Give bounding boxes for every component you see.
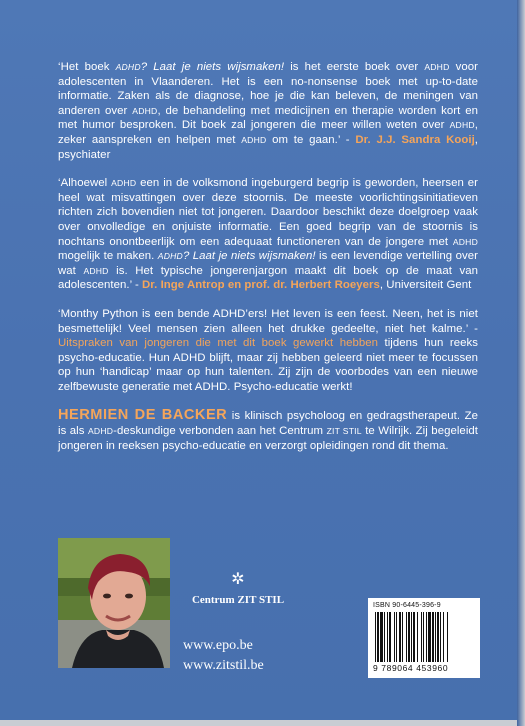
snowflake-icon: ✲ xyxy=(231,569,245,588)
review-author: Dr. Inge Antrop en prof. dr. Herbert Roeyers xyxy=(142,279,380,292)
ean-number: 9 789064 453960 xyxy=(373,663,449,673)
adhd-acronym: ADHD xyxy=(424,62,450,72)
adhd-acronym: ADHD xyxy=(115,62,141,72)
bio-text: te Wilrijk. Zij begeleidt jongeren in reeksen psycho-educatie en verzorgt opleidingen rond dit thema. xyxy=(58,425,478,452)
book-title: ? Laat je niets wijsmaken! xyxy=(182,250,316,263)
review-text: is een levendige vertelling over wat xyxy=(58,250,478,277)
author-bio xyxy=(58,408,478,453)
review-text: is. Het typische jongerenjargon maakt dit boek op de maat van adolescenten.’ - xyxy=(58,264,478,292)
review-text: ‘Monthy Python is een bende ADHD’ers! Het leven is een feest. Neen, het is niet besmettelijk! Veel mensen zien alleen het drukke gedeelte, niet het kalme.’ - xyxy=(58,307,478,335)
website-url: www.epo.be xyxy=(183,638,253,653)
book-title: ? Laat je niets wijsmaken! xyxy=(140,61,285,73)
barcode-label xyxy=(368,598,480,678)
review-text: is het eerste boek over xyxy=(284,61,425,73)
adhd-acronym: ADHD xyxy=(241,134,267,145)
bio-text: is klinisch psycholoog en gedragstherapeut. Ze is als xyxy=(58,410,478,438)
review-kooij xyxy=(58,60,478,162)
review-youth-quotes xyxy=(58,307,478,395)
review-text: , zeker aanspreken en helpen met xyxy=(58,119,478,146)
adhd-acronym: ADHD xyxy=(157,251,183,262)
author-role: , Universiteit Gent xyxy=(379,279,472,292)
author-role: , psychiater xyxy=(58,133,479,161)
adhd-acronym: ADHD xyxy=(449,120,475,131)
review-antrop-roeyers xyxy=(58,176,478,293)
quote-source: Uitspraken van jongeren die met dit boek gewerkt hebben xyxy=(58,337,379,350)
review-text: ‘Alhoewel xyxy=(58,177,112,190)
blurb-text xyxy=(58,60,478,467)
adhd-acronym: ADHD xyxy=(111,178,137,189)
review-text: tijdens hun reeks psycho-educatie. Hun ADHD blijft, maar zij hebben geleerd niet meer te focussen op hun ‘handicap’ maar op hun talenten. Zij zijn de voorbodes van een nieuwe zelfbewuste generatie met ADHD. Psycho-educatie werkt! xyxy=(58,337,478,393)
centre-name-acronym: ZIT STIL xyxy=(326,426,362,437)
adhd-acronym: ADHD xyxy=(452,236,478,247)
review-text: mogelijk te maken. xyxy=(58,250,158,263)
review-author: Dr. J.J. Sandra Kooij xyxy=(355,133,475,146)
centrum-logo xyxy=(178,570,298,606)
author-portrait-image xyxy=(58,538,170,668)
website-url: www.zitstil.be xyxy=(183,658,264,673)
review-text: ‘Het boek xyxy=(58,61,116,73)
adhd-acronym: ADHD xyxy=(83,265,109,276)
review-text: een in de volksmond ingeburgerd begrip is geworden, heersen er heel wat misvattingen over deze stoornis. De meeste voorlichtingsinitiatieven richten zich bovendien niet tot jongeren. Daardoor beschikt deze doelgroep vaak over onvolledige en onjuiste informatie. Een goed begrip van de stoornis is nochtans onontbeerlijk om een adequaat functioneren van de jongere met xyxy=(58,177,479,248)
bio-text: -deskundige verbonden aan het Centrum xyxy=(113,425,327,438)
website-list xyxy=(183,636,264,676)
centrum-name: Centrum ZIT STIL xyxy=(191,594,285,606)
review-text: om te gaan.’ - xyxy=(266,133,356,146)
adhd-acronym: ADHD xyxy=(87,426,114,437)
author-name: HERMIEN DE BACKER xyxy=(58,407,228,424)
barcode-icon xyxy=(373,612,475,662)
review-text: voor adolescenten in Vlaanderen. Het is een no-nonsense boek met up-to-date informatie. Zaken als de diagnose, hoe je die kan beleven, de meningen van anderen over xyxy=(58,61,478,117)
isbn-number: ISBN 90-6445-396-9 xyxy=(373,602,441,609)
adhd-acronym: ADHD xyxy=(132,105,158,116)
review-text: , de behandeling met medicijnen en therapie worden kort en met humor besproken. Dit boek zal jongeren die meer willen weten over xyxy=(58,104,478,132)
author-photo xyxy=(58,538,170,668)
